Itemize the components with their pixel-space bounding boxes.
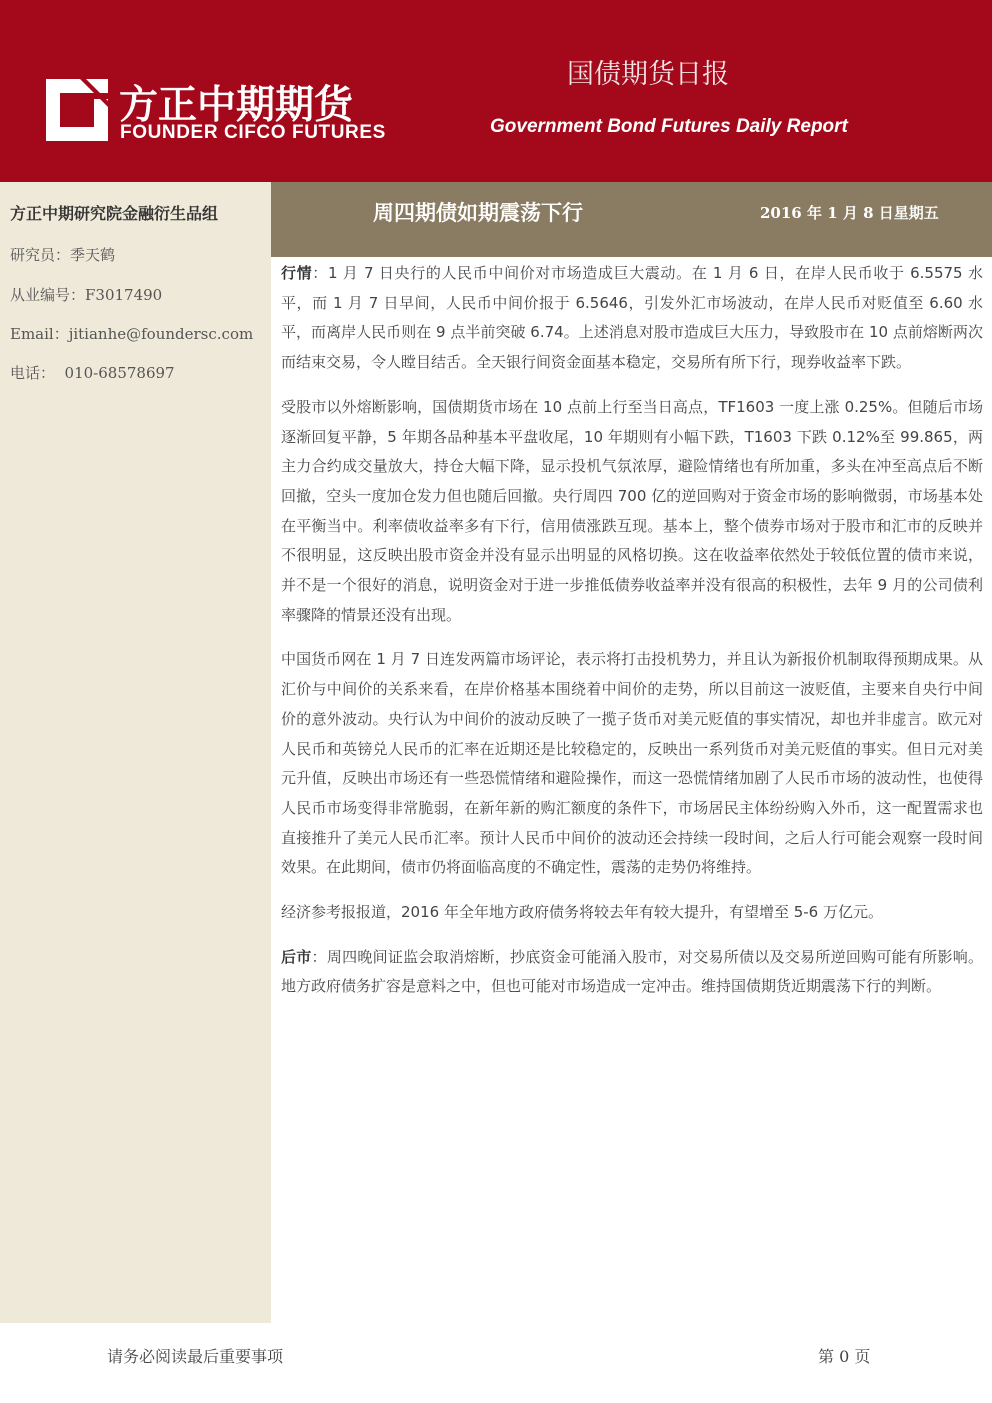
paragraph-lead-outlook: 后市 xyxy=(281,947,312,966)
logo-chinese-name: 方正中期期货 xyxy=(119,83,354,128)
sidebar-phone: 电话： 010-68578697 xyxy=(10,364,175,382)
paragraph-text: ：1 月 7 日央行的人民币中间价对市场造成巨大震动。在 1 月 6 日，在岸人民币收于 6.5575 水平，而 1 月 7 日早间，人民币中间价报于 6.5646，引发外汇市场波动，在岸人民币对贬值至 6.60 水平，而离岸人民币则在 9 点半前突破 6.74。上述消息对股市造成巨大压力，导致股市在 10 点前熔断两次而结束交易，令人瞠目结舌。全天银行间资金面基本稳定，交易所有所下行，现券收益率下跌。 xyxy=(281,264,983,372)
paragraph-fx: 中国货币网在 1 月 7 日连发两篇市场评论，表示将打击投机势力，并且认为新报价机制取得预期成果。从汇价与中间价的关系来看，在岸价格基本围绕着中间价的走势，所以目前这一波贬值，主要来自央行中间价的意外波动。央行认为中间价的波动反映了一揽子货币对美元贬值的事实情况，却也并非虚言。欧元对人民币和英镑兑人民币的汇率在近期还是比较稳定的，反映出一系列货币对美元贬值的事实。但日元对美元升值，反映出市场还有一些恐慌情绪和避险操作，而这一恐慌情绪加剧了人民币市场的波动性，也使得人民币市场变得非常脆弱，在新年新的购汇额度的条件下，市场居民主体纷纷购入外币，这一配置需求也直接推升了美元人民币汇率。预计人民币中间价的波动还会持续一段时间，之后人行可能会观察一段时间效果。在此期间，债市仍将面临高度的不确定性，震荡的走势仍将维持。 xyxy=(281,650,983,877)
paragraph-market xyxy=(281,259,983,378)
paragraph-lead-market: 行情 xyxy=(281,264,313,282)
sidebar-license: 从业编号：F3017490 xyxy=(10,286,163,304)
logo-english-name: FOUNDER CIFCO FUTURES xyxy=(120,122,386,143)
article-date: 2016 年 1 月 8 日星期五 xyxy=(760,204,939,222)
founder-logo-icon xyxy=(46,79,108,141)
report-title-cn: 国债期货日报 xyxy=(567,59,729,90)
paragraph-text: ：周四晚间证监会取消熔断，抄底资金可能涌入股市，对交易所债以及交易所逆回购可能有所影响。地方政府债务扩容是意料之中，但也可能对市场造成一定冲击。维持国债期货近期震荡下行的判断。 xyxy=(281,947,983,996)
footer-page-number: 第 0 页 xyxy=(818,1347,871,1366)
article-body xyxy=(281,259,983,1017)
footer-disclaimer-note: 请务必阅读最后重要事项 xyxy=(107,1347,284,1366)
paragraph-local-debt: 经济参考报报道，2016 年全年地方政府债务将较去年有较大提升，有望增至 5-6 万亿元。 xyxy=(281,903,883,922)
sidebar xyxy=(0,182,271,1323)
paragraph-futures: 受股市以外熔断影响，国债期货市场在 10 点前上行至当日高点，TF1603 一度上涨 0.25%。但随后市场逐渐回复平静，5 年期各品种基本平盘收尾，10 年期则有小幅下跌，T1603 下跌 0.12%至 99.865，两主力合约成交量放大，持仓大幅下降，显示投机气氛浓厚，避险情绪也有所加重，多头在冲至高点后不断回撤，空头一度加仓发力但也随后回撤。央行周四 700 亿的逆回购对于资金市场的影响微弱，市场基本处在平衡当中。利率债收益率多有下行，信用债涨跌互现。基本上，整个债券市场对于股市和汇市的反映并不很明显，这反映出股市资金并没有显示出明显的风格切换。这在收益率依然处于较低位置的债市来说，并不是一个很好的消息，说明资金对于进一步推低债券收益率并没有很高的积极性，去年 9 月的公司债利率骤降的情景还没有出现。 xyxy=(281,397,983,624)
sidebar-org: 方正中期研究院金融衍生品组 xyxy=(10,204,219,223)
article-title: 周四期债如期震荡下行 xyxy=(373,201,583,225)
report-title-en: Government Bond Futures Daily Report xyxy=(490,116,848,137)
sidebar-email[interactable]: Email：jitianhe@foundersc.com xyxy=(10,325,254,343)
paragraph-outlook xyxy=(281,943,983,1002)
sidebar-researcher: 研究员：季天鹤 xyxy=(10,246,116,264)
